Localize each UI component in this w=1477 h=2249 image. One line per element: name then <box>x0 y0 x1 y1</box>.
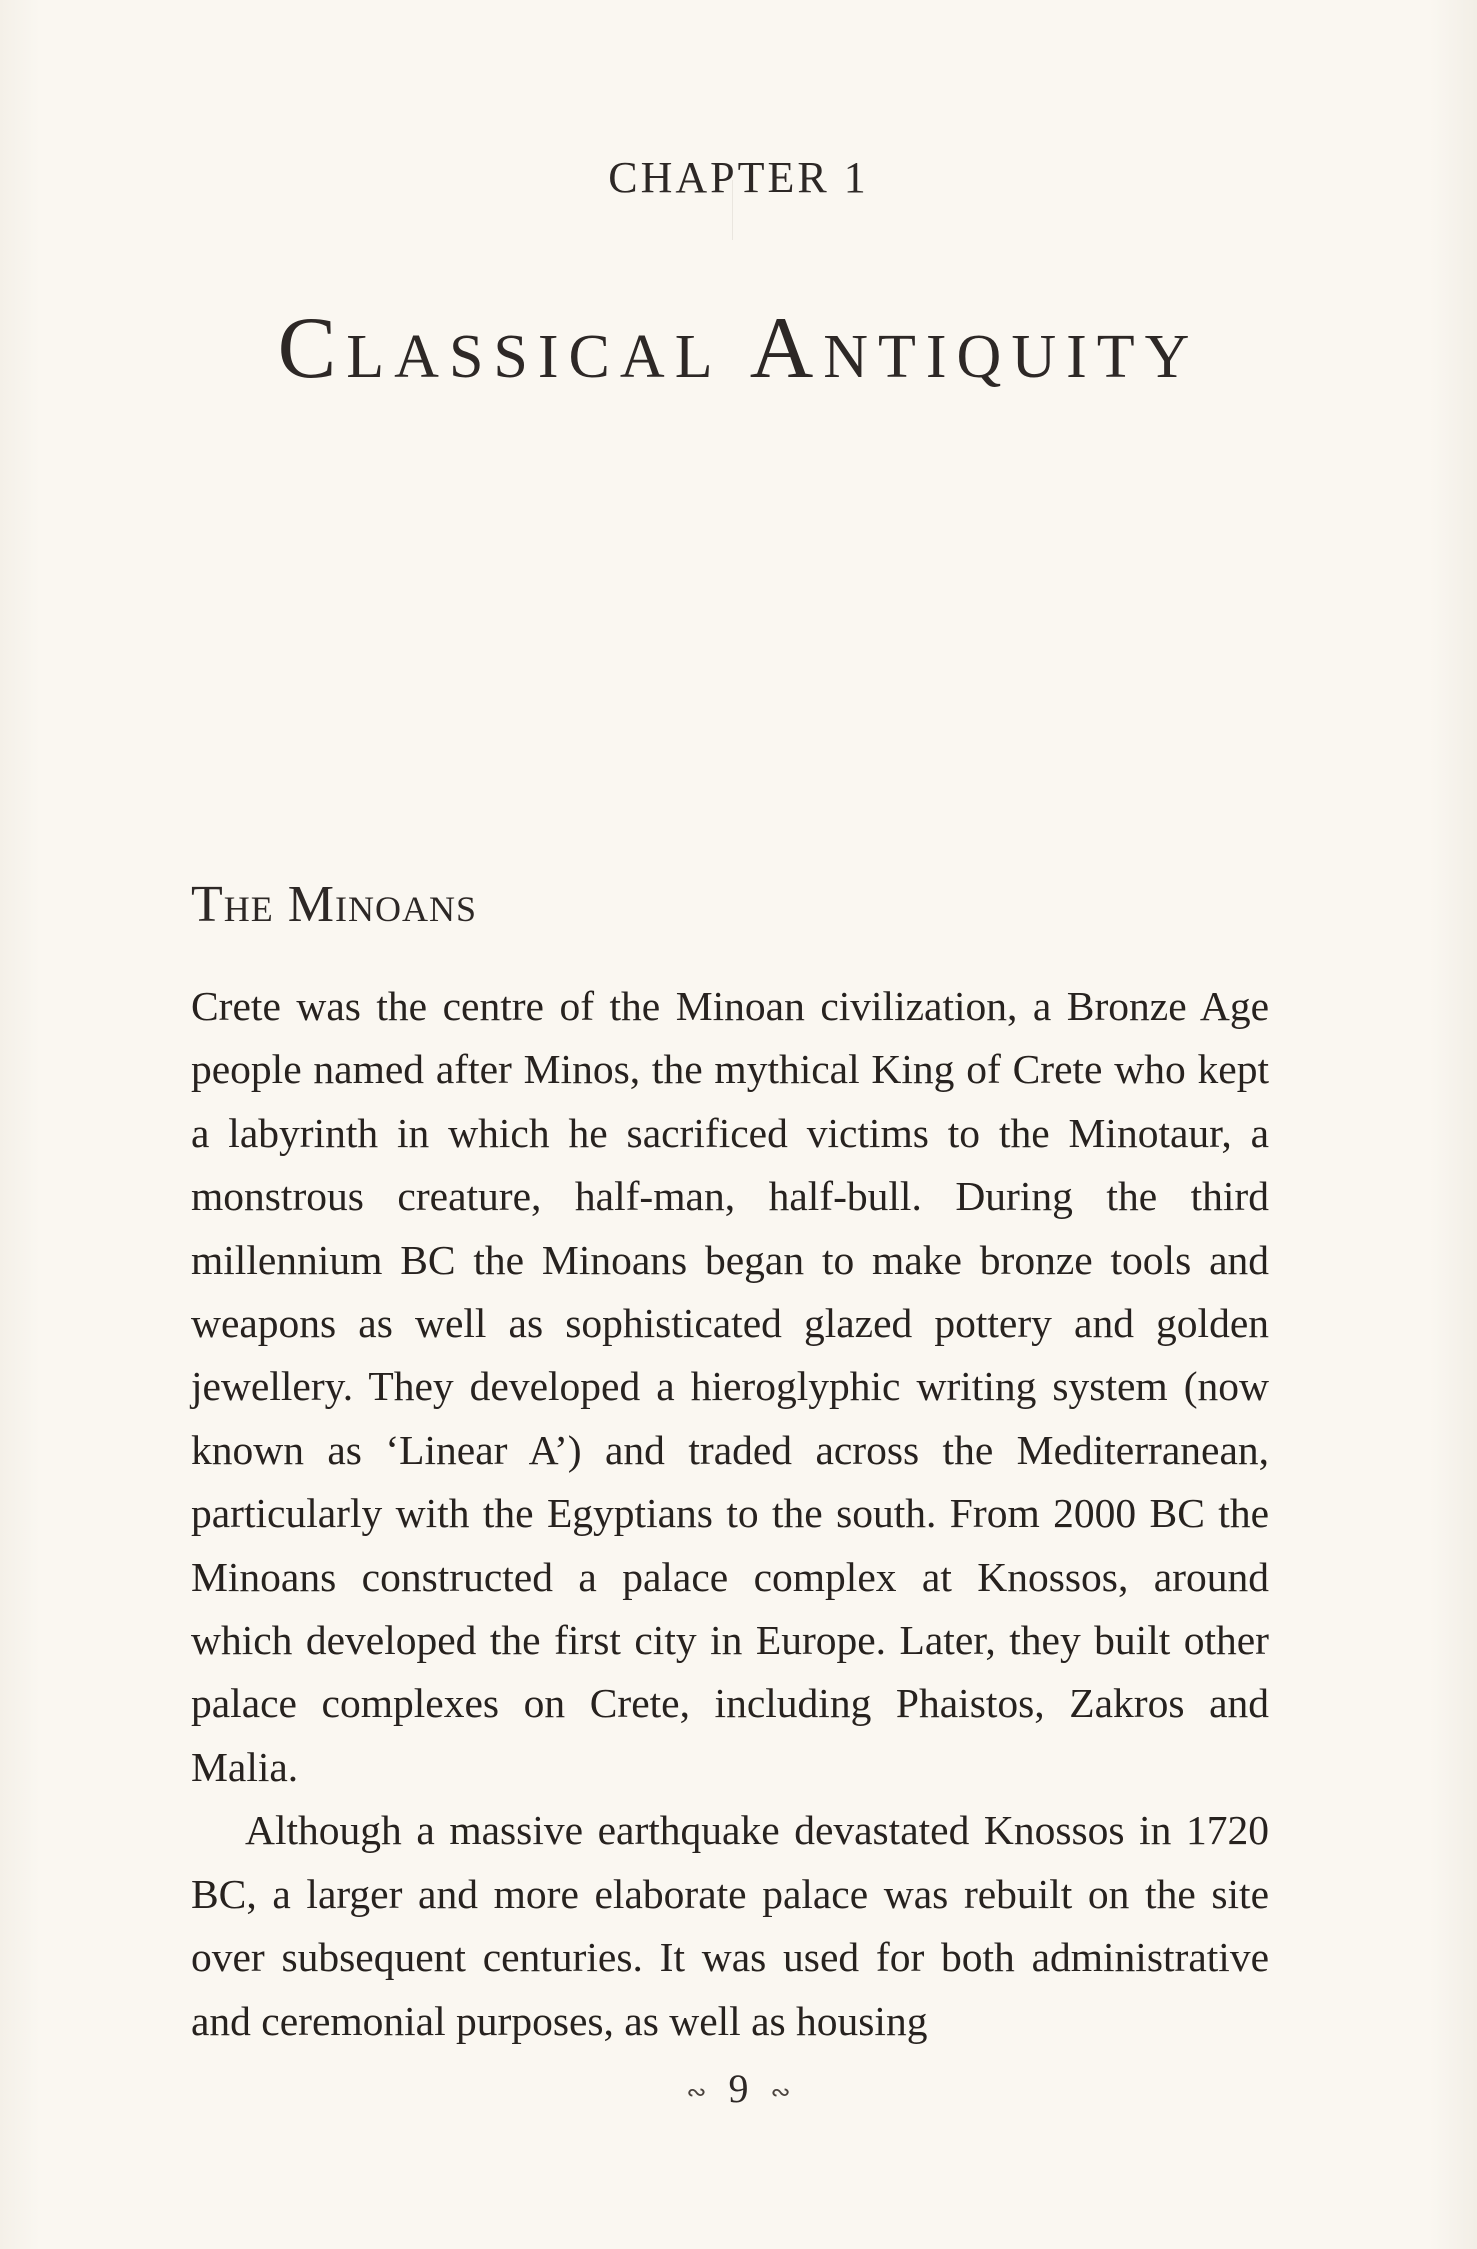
chapter-label: CHAPTER 1 <box>608 153 869 202</box>
chapter-title: Classical Antiquity <box>277 300 1200 397</box>
ornament-right-icon: ∾ <box>770 2080 791 2107</box>
paragraph-2: Although a massive earthquake devastated Knossos in 1720 BC, a larger and more elaborate palace was rebuilt on the site over subsequent centuries. It was used for both administrative and ceremonial purposes, as well as housing <box>191 1807 1269 2044</box>
section-heading: The Minoans <box>191 876 477 933</box>
body-text <box>191 975 1269 2053</box>
paragraph-1: Crete was the centre of the Minoan civilization, a Bronze Age people named after Minos, the mythical King of Crete who kept a labyrinth in which he sacrificed victims to the Minotaur, a monstrous creature, half-man, half-bull. During the third millennium BC the Minoans began to make bronze tools and weapons as well as sophisticated glazed pottery and golden jewellery. They developed a hieroglyphic writing system (now known as ‘Linear A’) and traded across the Mediterranean, particularly with the Egyptians to the south. From 2000 BC the Minoans constructed a palace complex at Knossos, around which developed the first city in Europe. Later, they built other palace complexes on Crete, including Phaistos, Zakros and Malia. <box>191 983 1269 1790</box>
page-folio <box>0 2065 1477 2112</box>
ornament-left-icon: ∾ <box>686 2080 707 2107</box>
page-number: 9 <box>728 2066 749 2111</box>
